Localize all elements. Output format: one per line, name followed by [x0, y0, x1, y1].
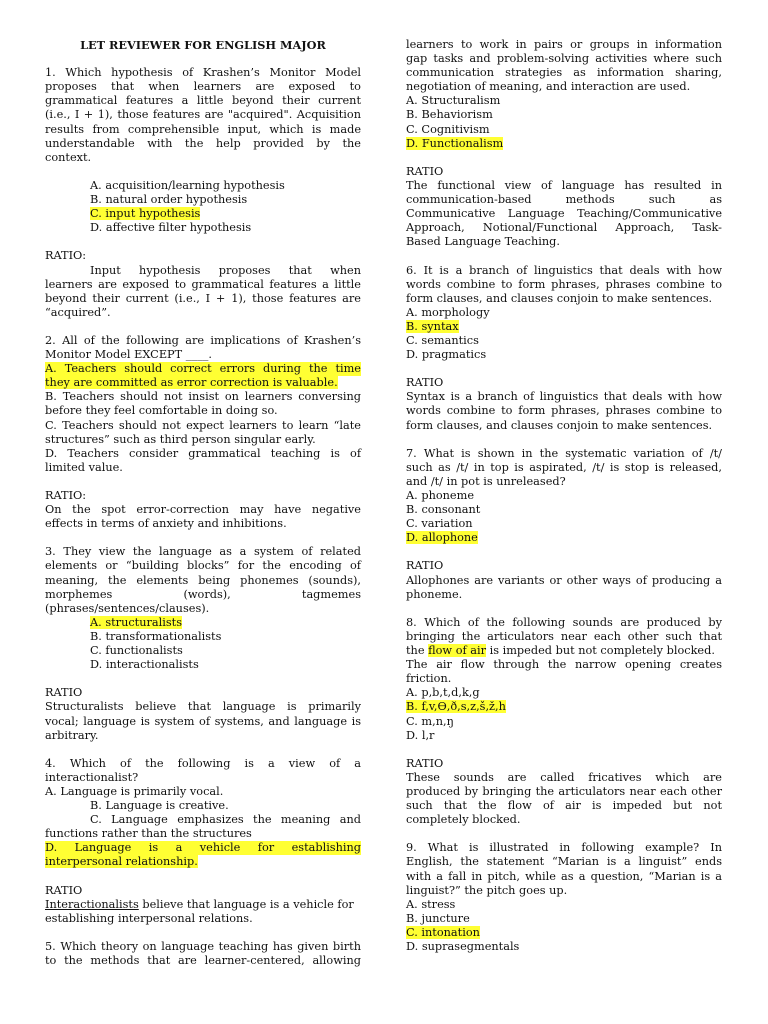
choice-c: C. m,n,ŋ	[406, 714, 454, 728]
question-8	[406, 616, 722, 827]
question-text: bringing the articulators near each other such that	[406, 629, 722, 643]
choice-b: before they feel comfortable in doing so.	[45, 404, 278, 418]
question-7	[406, 447, 722, 602]
choice-a: A. p,b,t,d,k,g	[406, 686, 480, 700]
ratio-text: learners are exposed to grammatical features a little	[45, 277, 361, 291]
ratio-text: Allophones are variants or other ways of producing a	[406, 573, 722, 587]
choice-c: functions rather than the structures	[45, 827, 252, 841]
ratio-text: Interactionalists believe that language is a vehicle for	[45, 897, 354, 911]
ratio-text: vocal; language is system of systems, and language is	[45, 714, 361, 728]
choice-d-answer: D. Functionalism	[406, 136, 504, 150]
choice-c: C. semantics	[406, 333, 479, 347]
choice-d: D. suprasegmentals	[406, 940, 520, 953]
choice-d: D. Teachers consider grammatical teaching is of	[45, 446, 361, 460]
ratio-text: Syntax is a branch of linguistics that deals with how	[406, 390, 722, 404]
question-text: 1. Which hypothesis of Krashen’s Monitor Model	[45, 66, 361, 80]
question-text: meaning, the elements being phonemes (sounds),	[45, 573, 361, 587]
question-3	[45, 545, 361, 742]
question-text: 5. Which theory on language teaching has given birth	[45, 940, 361, 953]
ratio-text: completely blocked.	[406, 813, 521, 827]
question-text: results from comprehensible input, which is made	[45, 122, 361, 136]
choice-b: B. Language is creative.	[90, 799, 229, 813]
question-9	[406, 841, 722, 954]
choice-a: A. morphology	[406, 305, 490, 319]
ratio-text: These sounds are called fricatives which are	[406, 770, 722, 784]
question-text: linguist?” the pitch goes up.	[406, 883, 568, 897]
question-text: morphemes (words), tagmemes	[45, 587, 361, 601]
question-text: negotiation of meaning, and interaction are used.	[406, 80, 691, 94]
choice-d-answer: D. allophone	[406, 531, 478, 545]
choice-a: A. Structuralism	[406, 94, 501, 108]
ratio-text: arbitrary.	[45, 728, 99, 742]
choice-c: structures” such as third person singular early.	[45, 432, 316, 446]
question-text: interactionalist?	[45, 770, 139, 784]
question-1	[45, 66, 361, 320]
left-column	[45, 38, 361, 968]
question-text: 3. They view the language as a system of related	[45, 545, 361, 559]
ratio-text: form clauses, and clauses conjoin to make sentences.	[406, 418, 713, 432]
question-text: 4. Which of the following is a view of a	[45, 756, 361, 770]
question-text: English, the statement “Marian is a linguist” ends	[406, 855, 722, 869]
question-text: The air flow through the narrow opening creates	[406, 658, 722, 672]
question-text: gap tasks and problem-solving activities where such	[406, 52, 722, 66]
ratio-label: RATIO	[45, 686, 83, 700]
document-title: LET REVIEWER FOR ENGLISH MAJOR	[80, 38, 326, 52]
question-text: 7. What is shown in the systematic variation of /t/	[406, 446, 722, 460]
ratio-text: communication-based methods such as	[406, 193, 722, 207]
question-text: elements or “building blocks” for the encoding of	[45, 559, 361, 573]
right-column	[406, 38, 722, 954]
choice-b: B. juncture	[406, 911, 470, 925]
choice-a-answer: A. Teachers should correct errors during the time	[45, 362, 361, 376]
ratio-text: phoneme.	[406, 587, 463, 601]
choice-a: A. acquisition/learning hypothesis	[90, 178, 285, 192]
ratio-label: RATIO	[406, 164, 444, 178]
ratio-text: words combine to form phrases, phrases combine to	[406, 404, 722, 418]
choice-d: D. pragmatics	[406, 348, 487, 362]
ratio-text: On the spot error-correction may have negative	[45, 503, 361, 517]
question-text: communication strategies as information sharing,	[406, 66, 722, 80]
question-text: the flow of air is impeded but not completely blocked.	[406, 644, 715, 658]
choice-c: C. variation	[406, 517, 473, 531]
choice-c: C. Teachers should not expect learners to learn “late	[45, 418, 361, 432]
question-text: 6. It is a branch of linguistics that deals with how	[406, 263, 722, 277]
choice-a-answer: they are committed as error correction is valuable.	[45, 376, 338, 390]
ratio-text: “acquired”.	[45, 305, 111, 319]
ratio-text: Structuralists believe that language is primarily	[45, 700, 361, 714]
ratio-text: establishing interpersonal relations.	[45, 911, 253, 925]
choice-a: A. stress	[406, 897, 456, 911]
question-6	[406, 264, 722, 433]
choice-c-answer: C. intonation	[406, 925, 480, 939]
choice-b-answer: B. syntax	[406, 319, 459, 333]
question-text: form clauses, and clauses conjoin to make sentences.	[406, 291, 713, 305]
question-text: understandable with the help provided by the	[45, 136, 361, 150]
question-text: learners to work in pairs or groups in information	[406, 38, 722, 51]
choice-d: D. l,r	[406, 728, 435, 742]
ratio-text: Communicative Language Teaching/Communicative	[406, 207, 722, 221]
question-text: and /t/ in pot is unreleased?	[406, 474, 566, 488]
ratio-text: Input hypothesis proposes that when	[90, 263, 361, 277]
ratio-label: RATIO:	[45, 489, 87, 502]
choice-b: B. Teachers should not insist on learners conversing	[45, 390, 361, 404]
choice-d: D. affective filter hypothesis	[90, 221, 252, 235]
choice-a-answer: A. structuralists	[90, 615, 182, 629]
choice-c-answer: C. input hypothesis	[90, 207, 201, 221]
question-text: such as /t/ in top is aspirated, /t/ is stop is released,	[406, 460, 722, 474]
choice-c: C. Cognitivism	[406, 122, 490, 136]
ratio-label: RATIO	[45, 883, 83, 897]
question-text: friction.	[406, 672, 452, 686]
choice-c: C. functionalists	[90, 644, 183, 658]
choice-a: A. Language is primarily vocal.	[45, 784, 224, 798]
choice-d: limited value.	[45, 460, 123, 474]
ratio-text: effects in terms of anxiety and inhibitions.	[45, 517, 287, 531]
question-text: proposes that when learners are exposed to	[45, 80, 361, 94]
ratio-text: Based Language Teaching.	[406, 235, 560, 249]
choice-c: C. Language emphasizes the meaning and	[90, 813, 361, 827]
question-5-start	[45, 940, 361, 968]
choice-b: B. natural order hypothesis	[90, 193, 248, 207]
question-text: 8. Which of the following sounds are produced by	[406, 615, 722, 629]
choice-b: B. Behaviorism	[406, 108, 493, 122]
question-4	[45, 757, 361, 926]
question-text: words combine to form phrases, phrases combine to	[406, 277, 722, 291]
choice-a: A. phoneme	[406, 489, 475, 502]
question-text: context.	[45, 150, 92, 164]
ratio-label: RATIO:	[45, 249, 87, 263]
choice-d-answer: interpersonal relationship.	[45, 855, 198, 869]
choice-d: D. interactionalists	[90, 658, 199, 672]
question-text: (i.e., I + 1), those features are "acquired". Acquisition	[45, 108, 361, 122]
ratio-text: Approach, Notional/Functional Approach, Task-	[406, 221, 722, 235]
question-text: 9. What is illustrated in following example? In	[406, 841, 722, 855]
question-text: (phrases/sentences/clauses).	[45, 601, 210, 615]
question-text: grammatical features a little beyond their current	[45, 94, 361, 108]
question-text: 2. All of the following are implications of Krashen’s	[45, 333, 361, 347]
choice-b-answer: B. f,v,Ɵ,ð,s,z,š,ž,h	[406, 700, 506, 714]
ratio-label: RATIO	[406, 756, 444, 770]
question-text: Monitor Model EXCEPT ____.	[45, 348, 212, 362]
ratio-text: such that the flow of air is impeded but not	[406, 799, 722, 813]
question-2	[45, 334, 361, 531]
ratio-text: produced by bringing the articulators near each other	[406, 784, 722, 798]
choice-d-answer: D. Language is a vehicle for establishing	[45, 841, 361, 855]
question-text: with a fall in pitch, while as a question, “Marian is a	[406, 869, 722, 883]
choice-b: B. consonant	[406, 503, 481, 517]
ratio-label: RATIO	[406, 559, 444, 573]
ratio-text: The functional view of language has resulted in	[406, 178, 722, 192]
ratio-label: RATIO	[406, 376, 444, 390]
question-text: to the methods that are learner-centered, allowing	[45, 954, 361, 968]
question-5-continued	[406, 38, 722, 249]
choice-b: B. transformationalists	[90, 629, 222, 643]
ratio-text: beyond their current (i.e., I + 1), those features are	[45, 291, 361, 305]
